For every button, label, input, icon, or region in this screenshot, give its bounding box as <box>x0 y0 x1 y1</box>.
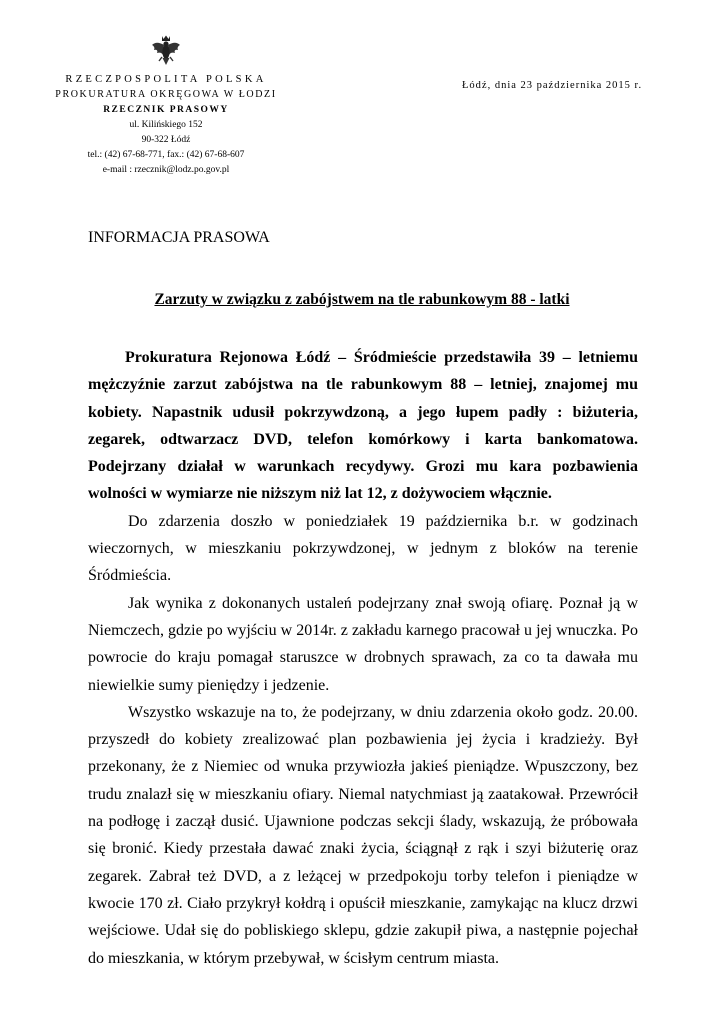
place-date: Łódź, dnia 23 października 2015 r. <box>462 80 643 91</box>
document-type: INFORMACJA PRASOWA <box>88 229 270 246</box>
body-paragraph: Wszystko wskazuje na to, że podejrzany, w dniu zdarzenia około godz. 20.00. przyszedł do kobiety zrealizować plan pozbawienia jej życia i kradzieży. Był przekonany, że z Niemiec od wnuka przywiozła jakieś pieniądze. Wpuszczony, bez trudu znalazł się w mieszkaniu ofiary. Niemal natychmiast ją zaatakował. Przewrócił na podłogę i zaczął dusić. Ujawnione podczas sekcji ślady, wskazują, że próbowała się bronić. Kiedy przestała dawać znaki życia, ściągnął z rąk i szyi biżuterię oraz zegarek. Zabrał też DVD, a z leżącej w przedpokoju torby telefon i pieniądze w kwocie 170 zł. Ciało przykrył kołdrą i opuścił mieszkanie, zamykając na klucz drzwi wejściowe. Udał się do pobliskiego sklepu, gdzie zakupił piwa, a następnie pojechał do mieszkania, w którym przebywał, w ścisłym centrum miasta. <box>88 703 638 967</box>
org-unit: PROKURATURA OKRĘGOWA W ŁODZI <box>55 89 277 100</box>
address-street: ul. Kilińskiego 152 <box>129 120 203 130</box>
org-name: RZECZPOSPOLITA POLSKA <box>65 74 267 85</box>
document-title: Zarzuty w związku z zabójstwem na tle rabunkowym 88 - latki <box>154 291 570 308</box>
body-paragraph: Do zdarzenia doszło w poniedziałek 19 października b.r. w godzinach wieczornych, w mieszkaniu pokrzywdzonej, w jednym z bloków na terenie Śródmieścia. <box>88 512 638 585</box>
lead-paragraph: Prokuratura Rejonowa Łódź – Śródmieście przedstawiła 39 – letniemu mężczyźnie zarzut zabójstwa na tle rabunkowym 88 – letniej, znajomej mu kobiety. Napastnik udusił pokrzywdzoną, a jego łupem padły : biżuteria, zegarek, odtwarzacz DVD, telefon komórkowy i karta bankomatowa. Podejrzany działał w warunkach recydywy. Grozi mu kara pozbawienia wolności w wymiarze nie niższym niż lat 12, z dożywociem włącznie. <box>88 349 638 503</box>
body-paragraph: Jak wynika z dokonanych ustaleń podejrzany znał swoją ofiarę. Poznał ją w Niemczech, gdzie po wyjściu w 2014r. z zakładu karnego pracował u jej wnuczka. Po powrocie do kraju pomagał staruszce w drobnych sprawach, za co ta dawała mu niewielkie sumy pieniędzy i jedzenie. <box>88 594 638 694</box>
sender-block <box>40 72 292 178</box>
eagle-emblem-icon <box>151 33 181 67</box>
address-postal: 90-322 Łódź <box>141 135 191 145</box>
contact-email: e-mail : rzecznik@lodz.po.gov.pl <box>102 165 230 175</box>
org-role: RZECZNIK PRASOWY <box>103 105 229 115</box>
contact-phone: tel.: (42) 67-68-771, fax.: (42) 67-68-607 <box>87 150 245 160</box>
document-body <box>88 344 638 972</box>
